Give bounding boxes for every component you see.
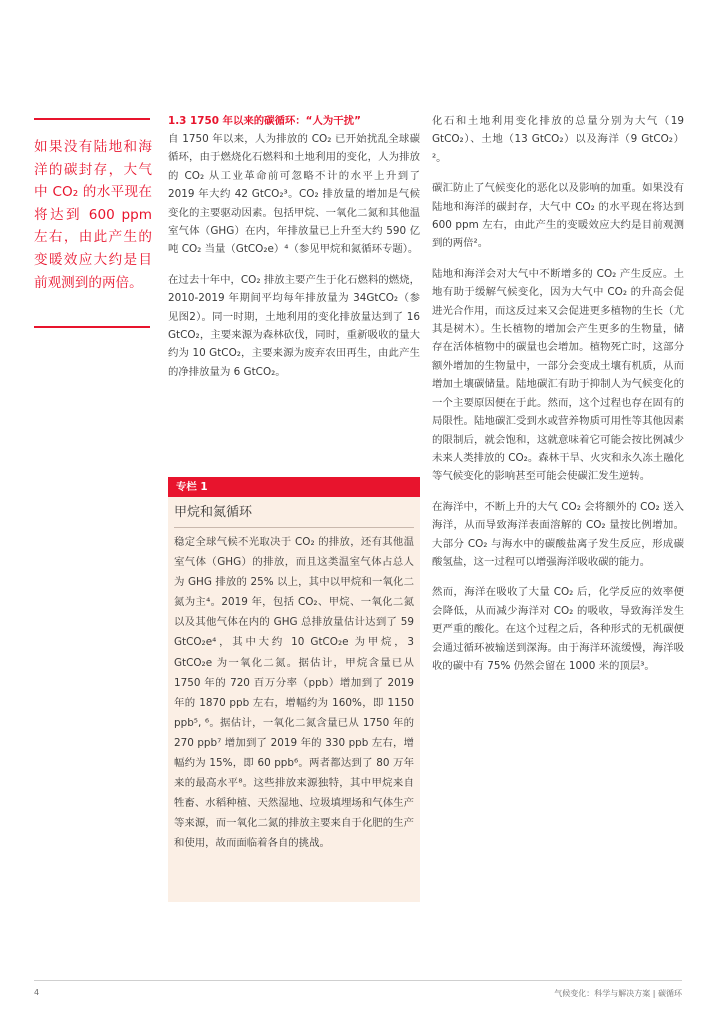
footer-rule [34,980,682,981]
pull-quote-top-rule [34,118,150,120]
body-paragraph: 自 1750 年以来，人为排放的 CO₂ 已开始扰乱全球碳循环，由于燃烧化石燃料和土地利用的变化，人为排放的 CO₂ 从工业革命前可忽略不计的水平上升到了 2019 年大约 42 GtCO₂³。CO₂ 排放量的增加是气候变化的主要驱动因素。包括甲烷、一氧化二氮和其他温室气体（GHG）在内，年排放量已上升至大约 590 亿吨 CO₂ 当量（GtCO₂e）⁴（参见甲烷和氮循环专题）。 [168,133,420,256]
box-title: 甲烷和氮循环 [174,505,253,520]
box-divider [174,527,414,528]
footer-doc-title: 气候变化：科学与解决方案 | 碳循环 [554,989,682,998]
pull-quote: 如果没有陆地和海洋的碳封存，大气中 CO₂ 的水平现在将达到 600 ppm 左右，由此产生的变暖效应大约是目前观测到的两倍。 [34,139,152,291]
sidebar-box [168,477,420,902]
box-body: 稳定全球气候不光取决于 CO₂ 的排放，还有其他温室气体（GHG）的排放，而且这类温室气体占总人为 GHG 排放的 25% 以上，其中以甲烷和一氧化二氮为主⁴。2019 年，包括 CO₂、甲烷、一氧化二氮以及其他气体在内的 GHG 总排放量估计达到了 59 GtCO₂e⁴，其中大约 10 GtCO₂e 为甲烷，3 GtCO₂e 为一氧化二氮。据估计，甲烷含量已从 1750 年的 720 百万分率（ppb）增加到了 2019 年的 1870 ppb 左右，增幅约为 160%，即 1150 ppb⁵, ⁶。据估计，一氧化二氮含量已从 1750 年的 270 ppb⁷ 增加到了 2019 年的 330 ppb 左右，增幅约为 15%，即 60 ppb⁶。两者都达到了 80 万年来的最高水平⁸。这些排放来源独特，其中甲烷来自牲畜、水稻种植、天然湿地、垃圾填埋场和气体生产等来源，而一氧化二氮的排放主要来自于化肥的生产和使用，故而面临着各自的挑战。 [174,536,414,850]
middle-column [168,112,420,393]
body-paragraph: 陆地和海洋会对大气中不断增多的 CO₂ 产生反应。土地有助于缓解气候变化，因为大气中 CO₂ 的升高会促进光合作用，而这反过来又会促进更多植物的生长（尤其是树木）。生长植物的增加会产生更多的生物量，储存在活体植物中的碳量也会增加。植物死亡时，这部分额外增加的生物量中，一部分会变成土壤有机质，从而增加土壤碳储量。陆地碳汇有助于抑制人为气候变化的一个主要原因便在于此。然而，这个过程也存在固有的局限性。陆地碳汇受到水或营养物质可用性等其他因素的限制后，就会饱和，这就意味着它可能会按比例减少未来人类排放的 CO₂。森林干旱、火灾和永久冻土融化等气候变化的影响甚至可能会使碳汇发生逆转。 [432,267,684,483]
right-column [432,112,684,687]
box-label: 专栏 1 [168,477,420,497]
page-number: 4 [34,988,40,997]
body-paragraph: 化石和土地利用变化排放的总量分别为大气（19 GtCO₂）、土地（13 GtCO₂）以及海洋（9 GtCO₂）²。 [432,115,684,164]
body-paragraph: 碳汇防止了气候变化的恶化以及影响的加重。如果没有陆地和海洋的碳封存，大气中 CO₂ 的水平现在将达到 600 ppm 左右，由此产生的变暖效应大约是目前观测到的两倍²。 [432,182,684,250]
body-paragraph: 然而，海洋在吸收了大量 CO₂ 后，化学反应的效率便会降低，从而减少海洋对 CO₂ 的吸收，导致海洋发生更严重的酸化。在这个过程之后，各种形式的无机碳便会通过循环被输送到深海。由于海洋环流缓慢，海洋吸收的碳中有 75% 仍然会留在 1000 米的顶层³。 [432,586,684,672]
section-heading: 1.3 1750 年以来的碳循环：“人为干扰” [168,115,361,127]
body-paragraph: 在过去十年中，CO₂ 排放主要产生于化石燃料的燃烧，2010-2019 年期间平均每年排放量为 34GtCO₂（参见图2）。同一时期，土地利用的变化排放量达到了 16 GtCO₂，主要来源为森林砍伐，同时，重新吸收的量大约为 10 GtCO₂，主要来源为废弃农田再生，由此产生的净排放量为 6 GtCO₂。 [168,273,420,378]
body-paragraph: 在海洋中，不断上升的大气 CO₂ 会将额外的 CO₂ 送入海洋，从而导致海洋表面溶解的 CO₂ 量按比例增加。大部分 CO₂ 与海水中的碳酸盐离子发生反应，形成碳酸氢盐，这一过程可以增强海洋吸收碳的能力。 [432,500,684,568]
pull-quote-bottom-rule [34,326,150,328]
